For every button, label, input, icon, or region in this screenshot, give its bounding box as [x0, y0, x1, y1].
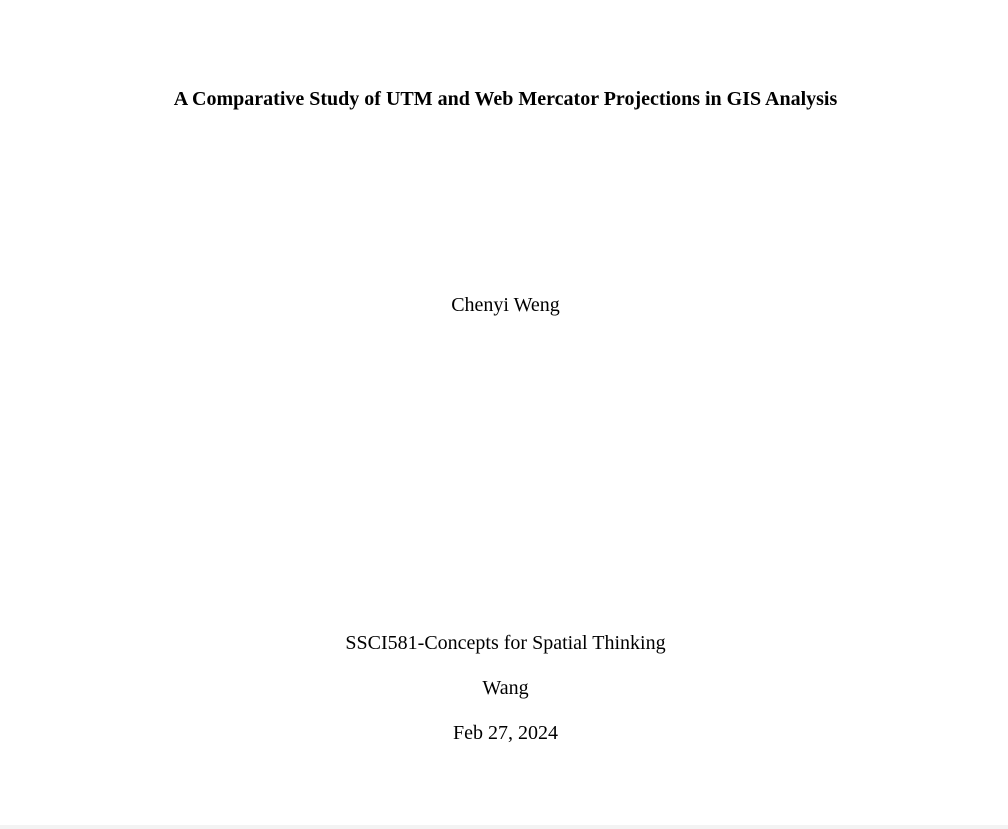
submission-date: Feb 27, 2024 [453, 722, 558, 744]
author-name: Chenyi Weng [451, 294, 560, 316]
instructor-name: Wang [482, 677, 529, 699]
paper-title: A Comparative Study of UTM and Web Mercator Projections in GIS Analysis [173, 88, 838, 110]
course-name: SSCI581-Concepts for Spatial Thinking [345, 632, 666, 654]
page-bottom-edge [0, 825, 1008, 829]
